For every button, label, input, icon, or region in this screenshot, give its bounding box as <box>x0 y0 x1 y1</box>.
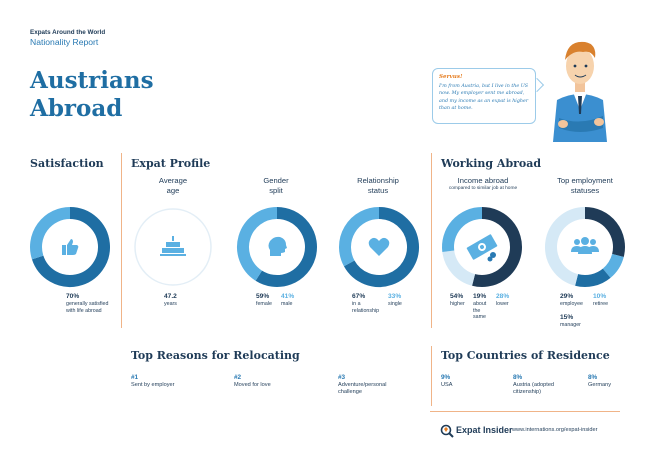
page-title <box>30 67 154 123</box>
employment-title <box>543 176 627 195</box>
satisfaction-label: generally satisfied with life abroad <box>66 301 109 314</box>
footer-url[interactable]: www.internations.org/expat-insider <box>512 427 598 433</box>
expat-character-illustration <box>545 30 615 145</box>
country-1-value: 9% <box>441 374 451 381</box>
speech-bubble <box>432 68 536 124</box>
heart-icon <box>368 237 390 257</box>
working-abroad-heading: Working Abroad <box>441 157 542 170</box>
employment-segment-3 <box>577 273 607 281</box>
retiree-label: retiree <box>593 301 609 307</box>
expat-profile-heading: Expat Profile <box>131 157 211 170</box>
income-lower-label: lower <box>496 301 509 307</box>
single-value: 33% <box>388 293 402 300</box>
country-3-value: 8% <box>588 374 598 381</box>
money-icon <box>464 232 500 262</box>
report-subtitle: Nationality Report <box>30 37 99 47</box>
country-3-name: Germany <box>588 382 612 388</box>
satisfaction-value: 70% <box>66 293 80 300</box>
single-label: single <box>388 301 402 307</box>
age-value: 47.2 <box>164 293 177 300</box>
quote-text: I'm from Austria, but I live in the US now. My employer sent me abroad, and my income as an expat is higher than at home. <box>439 84 529 112</box>
expat-insider-logo-icon <box>440 424 454 438</box>
income-subtitle: compared to similar job at home <box>448 186 518 191</box>
country-1-name: USA <box>441 382 453 388</box>
relationship-title <box>338 176 418 195</box>
reason-2-rank: #2 <box>234 374 242 381</box>
gender-female-label: female <box>256 301 272 307</box>
reason-3-rank: #3 <box>338 374 346 381</box>
gender-title-line2: split <box>269 185 283 195</box>
series-title: Expats Around the World <box>30 29 106 36</box>
gender-male-label: male <box>281 301 293 307</box>
reason-3-text: Adventure/personal challenge <box>338 382 387 395</box>
country-2-name: Austria (adopted citizenship) <box>513 382 555 395</box>
gender-male-value: 41% <box>281 293 295 300</box>
employee-value: 29% <box>560 293 574 300</box>
relationship-value: 67% <box>352 293 366 300</box>
footer-brand: Expat Insider <box>456 425 513 435</box>
relationship-label: in a relationship <box>352 301 380 314</box>
manager-label: manager <box>560 322 581 328</box>
thumbs-up-icon <box>60 237 80 257</box>
employment-title-line1: Top employment <box>557 176 613 185</box>
age-title <box>133 176 213 195</box>
retiree-value: 10% <box>593 293 607 300</box>
age-title-line1: Average <box>158 176 188 185</box>
quote-greeting: Servus! <box>439 74 463 80</box>
employee-label: employee <box>560 301 583 307</box>
age-label: years <box>164 301 177 307</box>
income-title: Income abroad <box>457 176 509 185</box>
satisfaction-heading: Satisfaction <box>30 157 104 170</box>
reasons-heading: Top Reasons for Relocating <box>131 349 300 362</box>
divider-footer <box>430 411 620 412</box>
income-same-value: 19% <box>473 293 487 300</box>
manager-value: 15% <box>560 314 574 321</box>
cake-icon <box>160 235 186 257</box>
gender-female-value: 59% <box>256 293 270 300</box>
employment-title-line2: statuses <box>570 185 600 195</box>
countries-heading: Top Countries of Residence <box>441 349 610 362</box>
gender-title <box>236 176 316 195</box>
income-higher-label: higher <box>450 301 465 307</box>
reason-2-text: Moved for love <box>234 382 271 388</box>
relationship-title-line1: Relationship <box>357 176 399 185</box>
employment-segment-2 <box>607 255 618 273</box>
gender-title-line1: Gender <box>263 176 289 185</box>
head-icon <box>266 236 288 258</box>
page-title-line1: Austrians <box>30 67 154 94</box>
income-same-label: about the same <box>473 301 487 321</box>
income-higher-value: 54% <box>450 293 464 300</box>
income-lower-value: 28% <box>496 293 510 300</box>
relationship-title-line2: status <box>367 185 389 195</box>
age-title-line2: age <box>166 185 180 195</box>
divider-vertical-3 <box>431 346 432 406</box>
divider-vertical-1 <box>121 153 122 328</box>
reason-1-text: Sent by employer <box>131 382 175 388</box>
country-2-value: 8% <box>513 374 523 381</box>
people-icon <box>570 236 600 256</box>
page-title-line2: Abroad <box>30 95 123 122</box>
reason-1-rank: #1 <box>131 374 139 381</box>
divider-vertical-2 <box>431 153 432 328</box>
